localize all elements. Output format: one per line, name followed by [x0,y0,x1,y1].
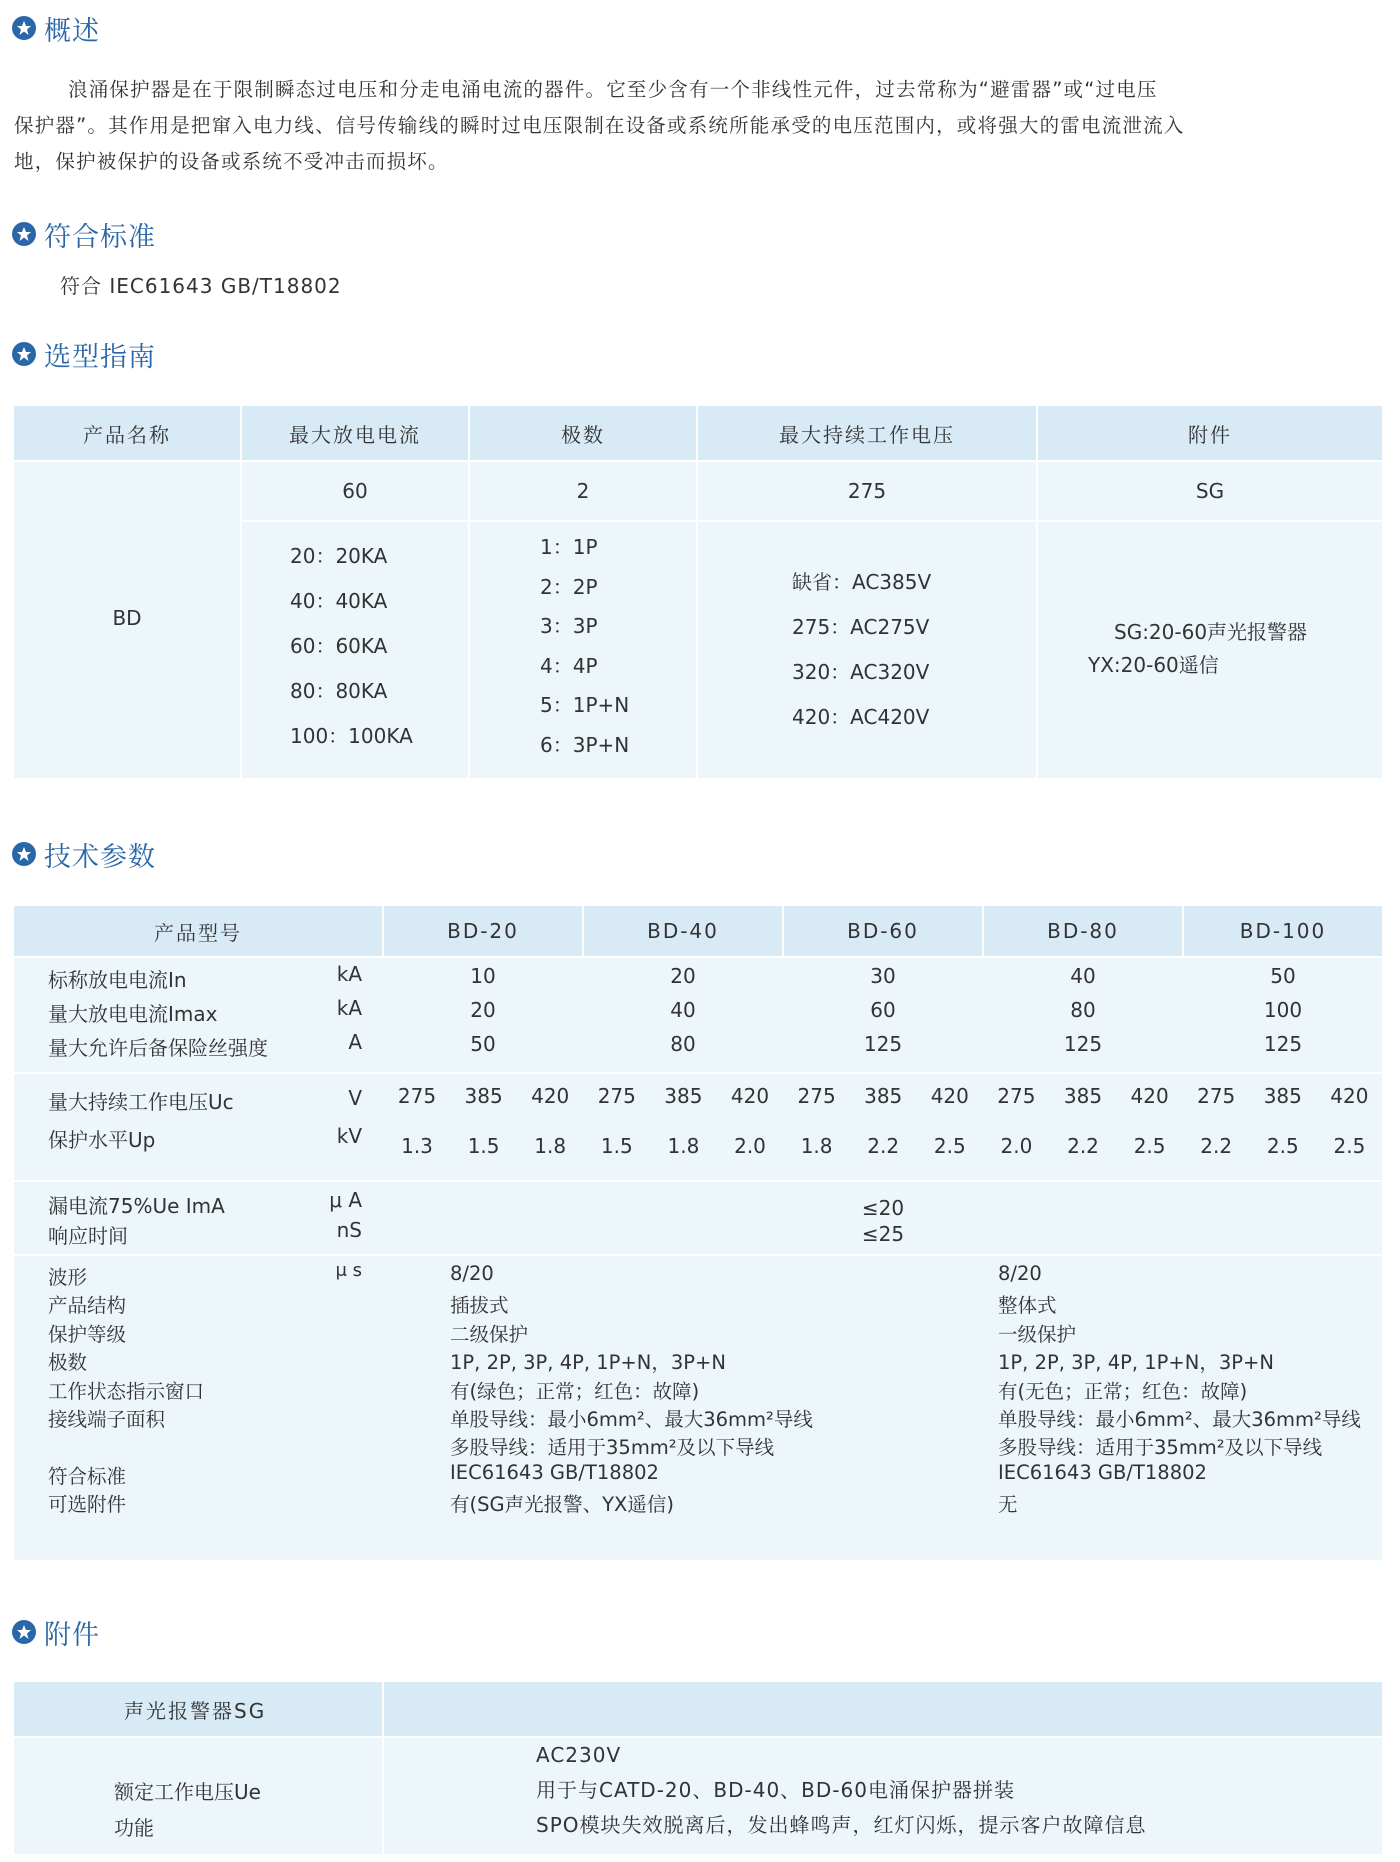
tech-cell-value: 420 [1130,1084,1169,1108]
tech-row-label: 波形 [48,1266,88,1289]
acc-label: 额定工作电压Ue [114,1780,261,1804]
tech-cell-value: 整体式 [998,1294,1057,1318]
tech-row-unit: V [348,1086,362,1110]
list-item: 缺省：AC385V [792,570,932,594]
tech-cell-value: 80 [1070,998,1096,1022]
list-item: 80：80KA [290,679,388,703]
tech-cell-value: 无 [998,1493,1018,1517]
section-title: 选型指南 [44,341,156,373]
tech-row-label: 漏电流75%Ue ImA [48,1194,225,1218]
list-item: 4：4P [540,653,598,678]
list-item: 2：2P [540,574,598,599]
tech-cell-value: 2.5 [1266,1134,1299,1158]
section-standard-header [12,216,156,252]
star-circle-icon [12,342,36,366]
tech-cell-value: 单股导线：最小6mm²、最大36mm²导线 [450,1408,813,1431]
star-circle-icon [12,842,36,866]
tech-cell-value: 30 [870,964,896,988]
tech-cell-value: 2.5 [933,1134,966,1158]
tech-cell-value: 40 [670,998,696,1022]
tech-cell-value: 2.2 [1200,1134,1233,1158]
tech-row-label: 量大允许后备保险丝强度 [48,1036,268,1060]
list-item: 60：60KA [290,634,388,658]
tech-row-label: 保护水平Up [48,1128,156,1152]
acc-label: 功能 [114,1816,154,1840]
list-item: 100：100KA [290,724,413,748]
tech-cell-value: 420 [1330,1084,1369,1108]
acc-header [14,1682,382,1736]
sel-product: BD [112,606,142,630]
section-accessory-header [12,1614,100,1650]
star-circle-icon [12,1620,36,1644]
tech-cell-value: 40 [1070,964,1096,988]
tech-cell-value: 有(无色；正常；红色：故障) [998,1379,1248,1403]
tech-row-unit: kA [336,996,362,1020]
tech-cell-value: 2.0 [1000,1134,1033,1158]
sel-default-poles: 2 [576,479,590,503]
sel-voltage-list [792,560,931,740]
sel-header-current: 最大放电电流 [242,406,468,460]
tech-cell-value: 有(SG声光报警、YX遥信) [450,1493,674,1517]
tech-cell-value: 385 [864,1084,903,1108]
tech-cell-value: 1.8 [667,1134,700,1158]
list-item: 5：1P+N [540,693,630,717]
sel-accessory-list [1088,616,1307,682]
acc-value: AC230V [536,1743,622,1767]
tech-cell-value: 125 [863,1032,903,1056]
tech-cell-value: IEC61643 GB/T18802 [998,1460,1207,1484]
tech-cell-value: ≤25 [861,1222,905,1246]
tech-cell-value: 2.2 [1067,1134,1099,1158]
overview-line: 地，保护被保护的设备或系统不受冲击而损坏。 [14,150,449,173]
list-item: SG:20-60声光报警器 [1114,620,1308,644]
tech-row-label: 标称放电电流In [48,968,187,992]
sel-header-name: 产品名称 [14,406,240,460]
list-item: 420：AC420V [792,705,930,729]
tech-row-label: 符合标准 [48,1464,127,1488]
tech-row-label: 产品结构 [48,1294,127,1318]
tech-cell-value: 385 [464,1084,503,1108]
tech-table [14,906,1382,1560]
tech-cell-value: 20 [470,998,496,1022]
star-circle-icon [12,16,36,40]
list-item: 20：20KA [290,544,388,568]
acc-header-label: 声光报警器SG [124,1698,267,1723]
tech-cell-value: 2.5 [1133,1134,1166,1158]
tech-header-bd80: BD-80 [984,906,1182,956]
tech-header-model: 产品型号 [14,906,382,956]
list-item: 275：AC275V [792,615,930,639]
tech-cell-value: 二级保护 [450,1322,529,1346]
tech-cell-value: 420 [930,1084,969,1108]
sel-current-list [290,534,413,759]
section-title: 符合标准 [44,221,156,253]
tech-cell-value: 10 [470,964,496,988]
tech-row-unit: μ s [335,1260,362,1281]
tech-row-label: 量大放电电流Imax [48,1002,218,1026]
tech-header-bd40: BD-40 [584,906,782,956]
acc-value: 用于与CATD-20、BD-40、BD-60电涌保护器拼装 [536,1778,1015,1802]
tech-cell-value: 2.5 [1333,1134,1366,1158]
overview-line: 浪涌保护器是在于限制瞬态过电压和分走电涌电流的器件。它至少含有一个非线性元件，过去常称为“避雷器”或“过电压 [68,78,1158,101]
tech-header-bd100: BD-100 [1184,906,1382,956]
tech-row-label: 保护等级 [48,1322,127,1346]
tech-cell-value: 多股导线：适用于35mm²及以下导线 [998,1436,1323,1460]
selection-table [14,406,1382,778]
section-overview-header [12,10,100,46]
tech-cell-value: 1.3 [401,1134,433,1158]
tech-cell-value: 2.0 [734,1134,766,1158]
sel-default-accessory: SG [1195,479,1225,503]
tech-cell-value: 385 [1263,1084,1302,1108]
tech-row-unit: kA [336,962,362,986]
tech-cell-value: 1P, 2P, 3P, 4P, 1P+N，3P+N [998,1351,1274,1375]
tech-row-label: 极数 [48,1351,88,1375]
list-item: YX:20-60遥信 [1088,653,1219,677]
tech-cell-value: 一级保护 [998,1322,1077,1346]
tech-row-label: 可选附件 [48,1493,127,1517]
sel-header-voltage: 最大持续工作电压 [698,406,1036,460]
tech-row-label: 接线端子面积 [48,1408,166,1431]
sel-poles-list [540,528,629,765]
list-item: 1：1P [540,535,598,559]
section-title: 概述 [44,15,100,47]
tech-row-label: 量大持续工作电压Uc [48,1090,234,1114]
tech-cell-value: 1.5 [600,1134,633,1158]
tech-cell-value: 275 [597,1084,636,1108]
tech-header-bd20: BD-20 [384,906,582,956]
tech-cell-value: 385 [1063,1084,1103,1108]
acc-values [536,1738,1147,1843]
tech-row-unit: kV [336,1124,362,1148]
tech-cell-value: 60 [870,998,896,1022]
acc-labels [114,1774,261,1846]
tech-cell-value: 125 [1063,1032,1103,1056]
tech-cell-value: 80 [670,1032,696,1056]
tech-row-unit: A [348,1030,362,1054]
tech-cell-value: 275 [1197,1084,1236,1108]
tech-cell-value: 多股导线：适用于35mm²及以下导线 [450,1436,775,1460]
tech-cell-value: 1P, 2P, 3P, 4P, 1P+N，3P+N [450,1351,726,1375]
tech-cell-value: 1.8 [800,1134,833,1158]
tech-cell-value: 125 [1263,1032,1303,1056]
sel-header-poles: 极数 [470,406,696,460]
tech-row-label: 响应时间 [48,1224,128,1248]
sel-default-voltage: 275 [847,479,887,503]
tech-cell-value: 20 [670,964,696,988]
tech-row-unit: μ A [329,1188,362,1212]
overview-text [14,72,1384,180]
tech-cell-value: 420 [531,1084,570,1108]
tech-cell-value: 100 [1263,998,1303,1022]
section-title: 技术参数 [44,841,156,873]
tech-cell-value: 插拔式 [450,1294,509,1318]
tech-cell-value: IEC61643 GB/T18802 [450,1460,659,1484]
tech-cell-value: 420 [730,1084,770,1108]
accessory-table [14,1682,1382,1854]
list-item: 40：40KA [290,589,388,613]
sel-header-accessory: 附件 [1038,406,1382,460]
overview-line: 保护器”。其作用是把窜入电力线、信号传输线的瞬时过电压限制在设备或系统所能承受的电压范围内，或将强大的雷电流泄流入 [14,114,1185,137]
tech-cell-value: 50 [1270,964,1296,988]
tech-cell-value: 50 [470,1032,496,1056]
tech-cell-value: 275 [397,1084,437,1108]
standard-text: 符合 IEC61643 GB/T18802 [60,274,342,298]
tech-cell-value: ≤20 [861,1196,905,1220]
sel-default-current: 60 [342,479,368,503]
tech-cell-value: 8/20 [998,1262,1042,1285]
list-item: 3：3P [540,614,598,638]
list-item: 320：AC320V [792,660,930,684]
section-title: 附件 [44,1619,100,1651]
tech-row-unit: nS [336,1218,362,1242]
tech-header-bd60: BD-60 [784,906,982,956]
section-selection-header [12,336,156,372]
tech-cell-value: 1.8 [534,1134,567,1158]
star-circle-icon [12,222,36,246]
tech-cell-value: 8/20 [450,1262,494,1285]
acc-value: SPO模块失效脱离后，发出蜂鸣声，红灯闪烁，提示客户故障信息 [536,1813,1147,1837]
tech-cell-value: 单股导线：最小6mm²、最大36mm²导线 [998,1408,1361,1431]
tech-cell-value: 1.5 [467,1134,500,1158]
section-tech-header [12,836,156,872]
tech-cell-value: 385 [664,1084,703,1108]
acc-header-blank [384,1682,1382,1736]
tech-row-label: 工作状态指示窗口 [48,1379,205,1403]
tech-cell-value: 275 [797,1084,836,1108]
list-item: 6：3P+N [540,732,630,757]
tech-cell-value: 2.2 [867,1134,900,1158]
tech-cell-value: 有(绿色；正常；红色：故障) [450,1379,700,1403]
tech-cell-value: 275 [997,1084,1036,1108]
